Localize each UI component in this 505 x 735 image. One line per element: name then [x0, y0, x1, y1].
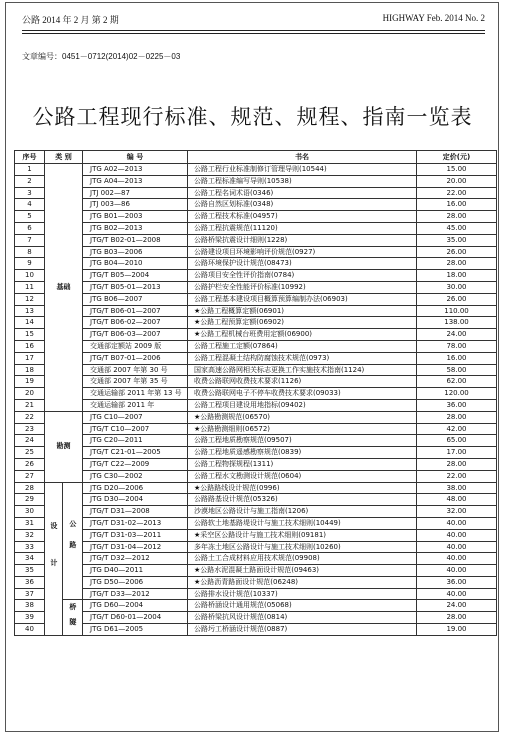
row-seq: 23	[15, 423, 45, 435]
row-code: JTG/T D31—2008	[83, 506, 188, 518]
row-code: JTG D50—2006	[83, 576, 188, 588]
row-seq: 38	[15, 600, 45, 612]
row-price: 28.00	[417, 612, 497, 624]
row-seq: 8	[15, 246, 45, 258]
row-seq: 28	[15, 482, 45, 494]
row-seq: 7	[15, 234, 45, 246]
table-row	[15, 340, 497, 352]
row-title: 公路工程水文勘测设计规范(0604)	[188, 470, 417, 482]
row-code: JTG/T D31-02—2013	[83, 517, 188, 529]
row-price: 35.00	[417, 234, 497, 246]
row-price: 120.00	[417, 388, 497, 400]
row-code: JTG D20—2006	[83, 482, 188, 494]
row-seq: 14	[15, 317, 45, 329]
table-row	[15, 222, 497, 234]
table-row	[15, 565, 497, 577]
category-survey: 勘测	[45, 411, 83, 482]
header-seq: 序号	[15, 151, 45, 164]
category-highway: 公路	[63, 482, 83, 600]
table-row	[15, 187, 497, 199]
table-row	[15, 411, 497, 423]
row-price: 45.00	[417, 222, 497, 234]
row-code: JTG/T C22—2009	[83, 458, 188, 470]
row-title: 公路项目安全性评价指南(0784)	[188, 270, 417, 282]
table-row	[15, 164, 497, 176]
table-row	[15, 494, 497, 506]
table-row	[15, 317, 497, 329]
row-title: 公路工程标准编写导则(10538)	[188, 175, 417, 187]
row-title: 公路工程地质遥感勘察规范(0839)	[188, 447, 417, 459]
table-row	[15, 199, 497, 211]
row-code: JTJ 003—86	[83, 199, 188, 211]
row-price: 40.00	[417, 529, 497, 541]
row-seq: 32	[15, 529, 45, 541]
table-row	[15, 258, 497, 270]
row-code: JTG D40—2011	[83, 565, 188, 577]
row-price: 19.00	[417, 624, 497, 636]
row-seq: 19	[15, 376, 45, 388]
row-price: 16.00	[417, 352, 497, 364]
row-title: 公路路基设计规范(05326)	[188, 494, 417, 506]
row-code: JTG/T C21-01—2005	[83, 447, 188, 459]
table-row	[15, 576, 497, 588]
table-row	[15, 305, 497, 317]
row-title: 公路工程物探规程(1311)	[188, 458, 417, 470]
row-title: ★公路沥青路面设计规范(06248)	[188, 576, 417, 588]
table-row	[15, 458, 497, 470]
table-row	[15, 234, 497, 246]
table-row	[15, 388, 497, 400]
row-title: 公路排水设计规范(10337)	[188, 588, 417, 600]
row-price: 28.00	[417, 211, 497, 223]
row-price: 38.00	[417, 482, 497, 494]
table-body	[15, 164, 497, 636]
row-price: 28.00	[417, 411, 497, 423]
row-price: 32.00	[417, 506, 497, 518]
row-seq: 20	[15, 388, 45, 400]
row-code: JTG B02—2013	[83, 222, 188, 234]
table-row	[15, 506, 497, 518]
row-code: JTG B01—2003	[83, 211, 188, 223]
table-row	[15, 281, 497, 293]
row-price: 65.00	[417, 435, 497, 447]
table-row	[15, 612, 497, 624]
row-price: 40.00	[417, 553, 497, 565]
row-code: 交通运输部 2011 年	[83, 399, 188, 411]
row-seq: 36	[15, 576, 45, 588]
row-seq: 39	[15, 612, 45, 624]
row-seq: 2	[15, 175, 45, 187]
row-title: ★公路水泥混凝土路面设计规范(09463)	[188, 565, 417, 577]
row-price: 26.00	[417, 293, 497, 305]
table-row	[15, 435, 497, 447]
row-price: 28.00	[417, 258, 497, 270]
row-code: 交通部 2007 年第 35 号	[83, 376, 188, 388]
header-category: 类 别	[45, 151, 83, 164]
row-code: 交通部 2007 年第 30 号	[83, 364, 188, 376]
row-seq: 10	[15, 270, 45, 282]
row-code: JTG D60—2004	[83, 600, 188, 612]
row-code: JTG A04—2013	[83, 175, 188, 187]
table-row	[15, 447, 497, 459]
running-header	[22, 13, 485, 27]
row-title: 公路护栏安全性能评价标准(10992)	[188, 281, 417, 293]
table-row	[15, 553, 497, 565]
row-price: 138.00	[417, 317, 497, 329]
row-code: JTG C20—2011	[83, 435, 188, 447]
table-row	[15, 423, 497, 435]
row-code: JTG A02—2013	[83, 164, 188, 176]
row-code: JTG/T D31-04—2012	[83, 541, 188, 553]
row-price: 40.00	[417, 517, 497, 529]
standards-table	[14, 150, 497, 636]
row-code: JTG C10—2007	[83, 411, 188, 423]
row-seq: 15	[15, 329, 45, 341]
row-price: 22.00	[417, 470, 497, 482]
row-title: ★公路勘测细则(06572)	[188, 423, 417, 435]
row-price: 40.00	[417, 565, 497, 577]
row-seq: 5	[15, 211, 45, 223]
header-rule-double	[22, 33, 485, 34]
row-title: 公路工程抗震规范(11120)	[188, 222, 417, 234]
row-seq: 40	[15, 624, 45, 636]
header-price: 定价(元)	[417, 151, 497, 164]
row-title: 公路工程项目建设用地指标(09402)	[188, 399, 417, 411]
running-header-left: 公路 2014 年 2 月 第 2 期	[22, 15, 119, 25]
row-code: JTG/T B02-01—2008	[83, 234, 188, 246]
row-code: JTG/T B06-03—2007	[83, 329, 188, 341]
row-title: 公路工程混凝土结构防腐蚀技术规范(0973)	[188, 352, 417, 364]
table-row	[15, 399, 497, 411]
row-code: JTG/T D33—2012	[83, 588, 188, 600]
row-seq: 9	[15, 258, 45, 270]
row-title: 沙漠地区公路设计与施工指南(1206)	[188, 506, 417, 518]
row-code: 交通部定额站 2009 版	[83, 340, 188, 352]
row-price: 22.00	[417, 187, 497, 199]
category-basic: 基础	[45, 164, 83, 412]
row-price: 78.00	[417, 340, 497, 352]
row-price: 40.00	[417, 541, 497, 553]
table-row	[15, 352, 497, 364]
table-row	[15, 482, 497, 494]
row-seq: 29	[15, 494, 45, 506]
row-seq: 26	[15, 458, 45, 470]
table-row	[15, 470, 497, 482]
table-row	[15, 600, 497, 612]
row-code: JTG D61—2005	[83, 624, 188, 636]
row-code: JTG/T D32—2012	[83, 553, 188, 565]
row-code: JTG/T B05—2004	[83, 270, 188, 282]
row-seq: 18	[15, 364, 45, 376]
table-row	[15, 588, 497, 600]
article-number: 文章编号：0451－0712(2014)02－0225－03	[22, 52, 181, 61]
row-price: 16.00	[417, 199, 497, 211]
row-title: 公路工程名词术语(0346)	[188, 187, 417, 199]
row-code: 交通运输部 2011 年第 13 号	[83, 388, 188, 400]
row-price: 48.00	[417, 494, 497, 506]
page-title: 公路工程现行标准、规范、规程、指南一览表	[32, 105, 473, 129]
row-code: JTG C30—2002	[83, 470, 188, 482]
row-seq: 11	[15, 281, 45, 293]
row-seq: 25	[15, 447, 45, 459]
row-code: JTG/T C10—2007	[83, 423, 188, 435]
row-seq: 30	[15, 506, 45, 518]
row-seq: 31	[15, 517, 45, 529]
row-seq: 13	[15, 305, 45, 317]
table-row	[15, 364, 497, 376]
row-title: ★公路路线设计规范(0996)	[188, 482, 417, 494]
row-code: JTJ 002—87	[83, 187, 188, 199]
table-row	[15, 211, 497, 223]
row-price: 15.00	[417, 164, 497, 176]
row-title: ★采空区公路设计与施工技术细则(09181)	[188, 529, 417, 541]
row-price: 62.00	[417, 376, 497, 388]
row-price: 40.00	[417, 588, 497, 600]
table-row	[15, 541, 497, 553]
table-row	[15, 517, 497, 529]
table-row	[15, 293, 497, 305]
row-title: 公路软土地基路堤设计与施工技术细则(10449)	[188, 517, 417, 529]
row-code: JTG/T B06-02—2007	[83, 317, 188, 329]
row-title: 公路工程行业标准制修订管理导则(10544)	[188, 164, 417, 176]
row-title: 公路自然区划标准(0348)	[188, 199, 417, 211]
row-seq: 4	[15, 199, 45, 211]
row-title: ★公路勘测规范(06570)	[188, 411, 417, 423]
row-seq: 37	[15, 588, 45, 600]
table-row	[15, 246, 497, 258]
row-code: JTG B04—2010	[83, 258, 188, 270]
row-seq: 6	[15, 222, 45, 234]
row-title: 公路工程施工定额(07864)	[188, 340, 417, 352]
row-title: 公路建设项目环境影响评价规范(0927)	[188, 246, 417, 258]
row-title: ★公路工程机械台班费用定额(06900)	[188, 329, 417, 341]
row-title: 收费公路联网电子不停车收费技术要求(09033)	[188, 388, 417, 400]
row-title: 公路工程基本建设项目概算预算编制办法(06903)	[188, 293, 417, 305]
row-price: 30.00	[417, 281, 497, 293]
row-price: 18.00	[417, 270, 497, 282]
row-price: 24.00	[417, 329, 497, 341]
row-title: 公路环境保护设计规范(08473)	[188, 258, 417, 270]
row-price: 24.00	[417, 600, 497, 612]
row-seq: 3	[15, 187, 45, 199]
table-row	[15, 329, 497, 341]
row-price: 26.00	[417, 246, 497, 258]
table-header-row	[15, 151, 497, 164]
table-row	[15, 175, 497, 187]
row-title: 公路桥涵设计通用规范(05068)	[188, 600, 417, 612]
category-bridge: 桥隧	[63, 600, 83, 635]
row-price: 36.00	[417, 399, 497, 411]
row-title: 国家高速公路网相关标志更换工作实施技术指南(1124)	[188, 364, 417, 376]
row-price: 17.00	[417, 447, 497, 459]
row-seq: 24	[15, 435, 45, 447]
row-price: 58.00	[417, 364, 497, 376]
row-price: 42.00	[417, 423, 497, 435]
category-design: 设计	[45, 482, 63, 635]
row-code: JTG/T D31-03—2011	[83, 529, 188, 541]
row-title: 多年冻土地区公路设计与施工技术细则(10260)	[188, 541, 417, 553]
row-code: JTG/T B05-01—2013	[83, 281, 188, 293]
row-seq: 22	[15, 411, 45, 423]
row-price: 28.00	[417, 458, 497, 470]
row-title: 公路工程技术标准(04957)	[188, 211, 417, 223]
row-seq: 35	[15, 565, 45, 577]
header-code: 编 号	[83, 151, 188, 164]
row-seq: 1	[15, 164, 45, 176]
header-name: 书名	[188, 151, 417, 164]
row-code: JTG/T B07-01—2006	[83, 352, 188, 364]
row-code: JTG D30—2004	[83, 494, 188, 506]
row-title: 公路工程地质勘察规范(09507)	[188, 435, 417, 447]
table-row	[15, 624, 497, 636]
row-seq: 12	[15, 293, 45, 305]
row-code: JTG B06—2007	[83, 293, 188, 305]
row-seq: 21	[15, 399, 45, 411]
table-row	[15, 270, 497, 282]
row-price: 20.00	[417, 175, 497, 187]
header-rule	[22, 30, 485, 31]
row-title: ★公路工程概算定额(06901)	[188, 305, 417, 317]
row-seq: 27	[15, 470, 45, 482]
row-title: 公路桥梁抗震设计细则(1228)	[188, 234, 417, 246]
row-seq: 34	[15, 553, 45, 565]
row-code: JTG/T D60-01—2004	[83, 612, 188, 624]
row-seq: 16	[15, 340, 45, 352]
row-seq: 17	[15, 352, 45, 364]
row-code: JTG B03—2006	[83, 246, 188, 258]
row-title: 公路土工合成材料应用技术规范(09908)	[188, 553, 417, 565]
row-price: 36.00	[417, 576, 497, 588]
row-title: 公路圬工桥涵设计规范(0887)	[188, 624, 417, 636]
row-title: 公路桥梁抗风设计规范(0814)	[188, 612, 417, 624]
table-row	[15, 529, 497, 541]
row-code: JTG/T B06-01—2007	[83, 305, 188, 317]
row-seq: 33	[15, 541, 45, 553]
table-row	[15, 376, 497, 388]
row-title: ★公路工程预算定额(06902)	[188, 317, 417, 329]
running-header-right: HIGHWAY Feb. 2014 No. 2	[382, 13, 485, 23]
row-title: 收费公路联网收费技术要求(1126)	[188, 376, 417, 388]
row-price: 110.00	[417, 305, 497, 317]
